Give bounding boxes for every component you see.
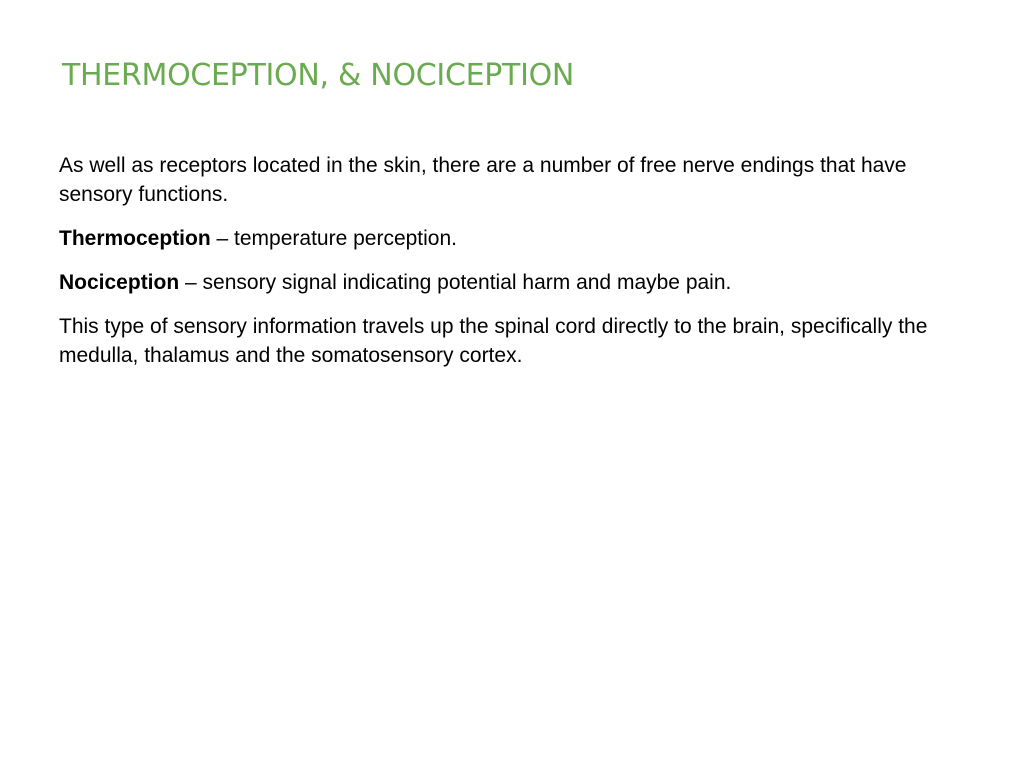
paragraph-nociception xyxy=(59,268,979,297)
paragraph-pathway-text: This type of sensory information travels up the spinal cord directly to the brain, specifically the medulla, thalamus and the somatosensory cortex. xyxy=(59,315,928,367)
paragraph-pathway xyxy=(59,312,979,370)
definition-nociception: – sensory signal indicating potential harm and maybe pain. xyxy=(179,271,732,294)
slide-title: THERMOCEPTION, & NOCICEPTION xyxy=(62,58,575,93)
slide-body xyxy=(59,151,979,385)
definition-thermoception: – temperature perception. xyxy=(210,227,457,250)
paragraph-intro xyxy=(59,151,979,209)
term-thermoception: Thermoception xyxy=(59,227,211,250)
paragraph-intro-text: As well as receptors located in the skin, there are a number of free nerve endings that have sensory functions. xyxy=(59,154,907,206)
term-nociception: Nociception xyxy=(59,271,180,294)
paragraph-thermoception xyxy=(59,224,979,253)
